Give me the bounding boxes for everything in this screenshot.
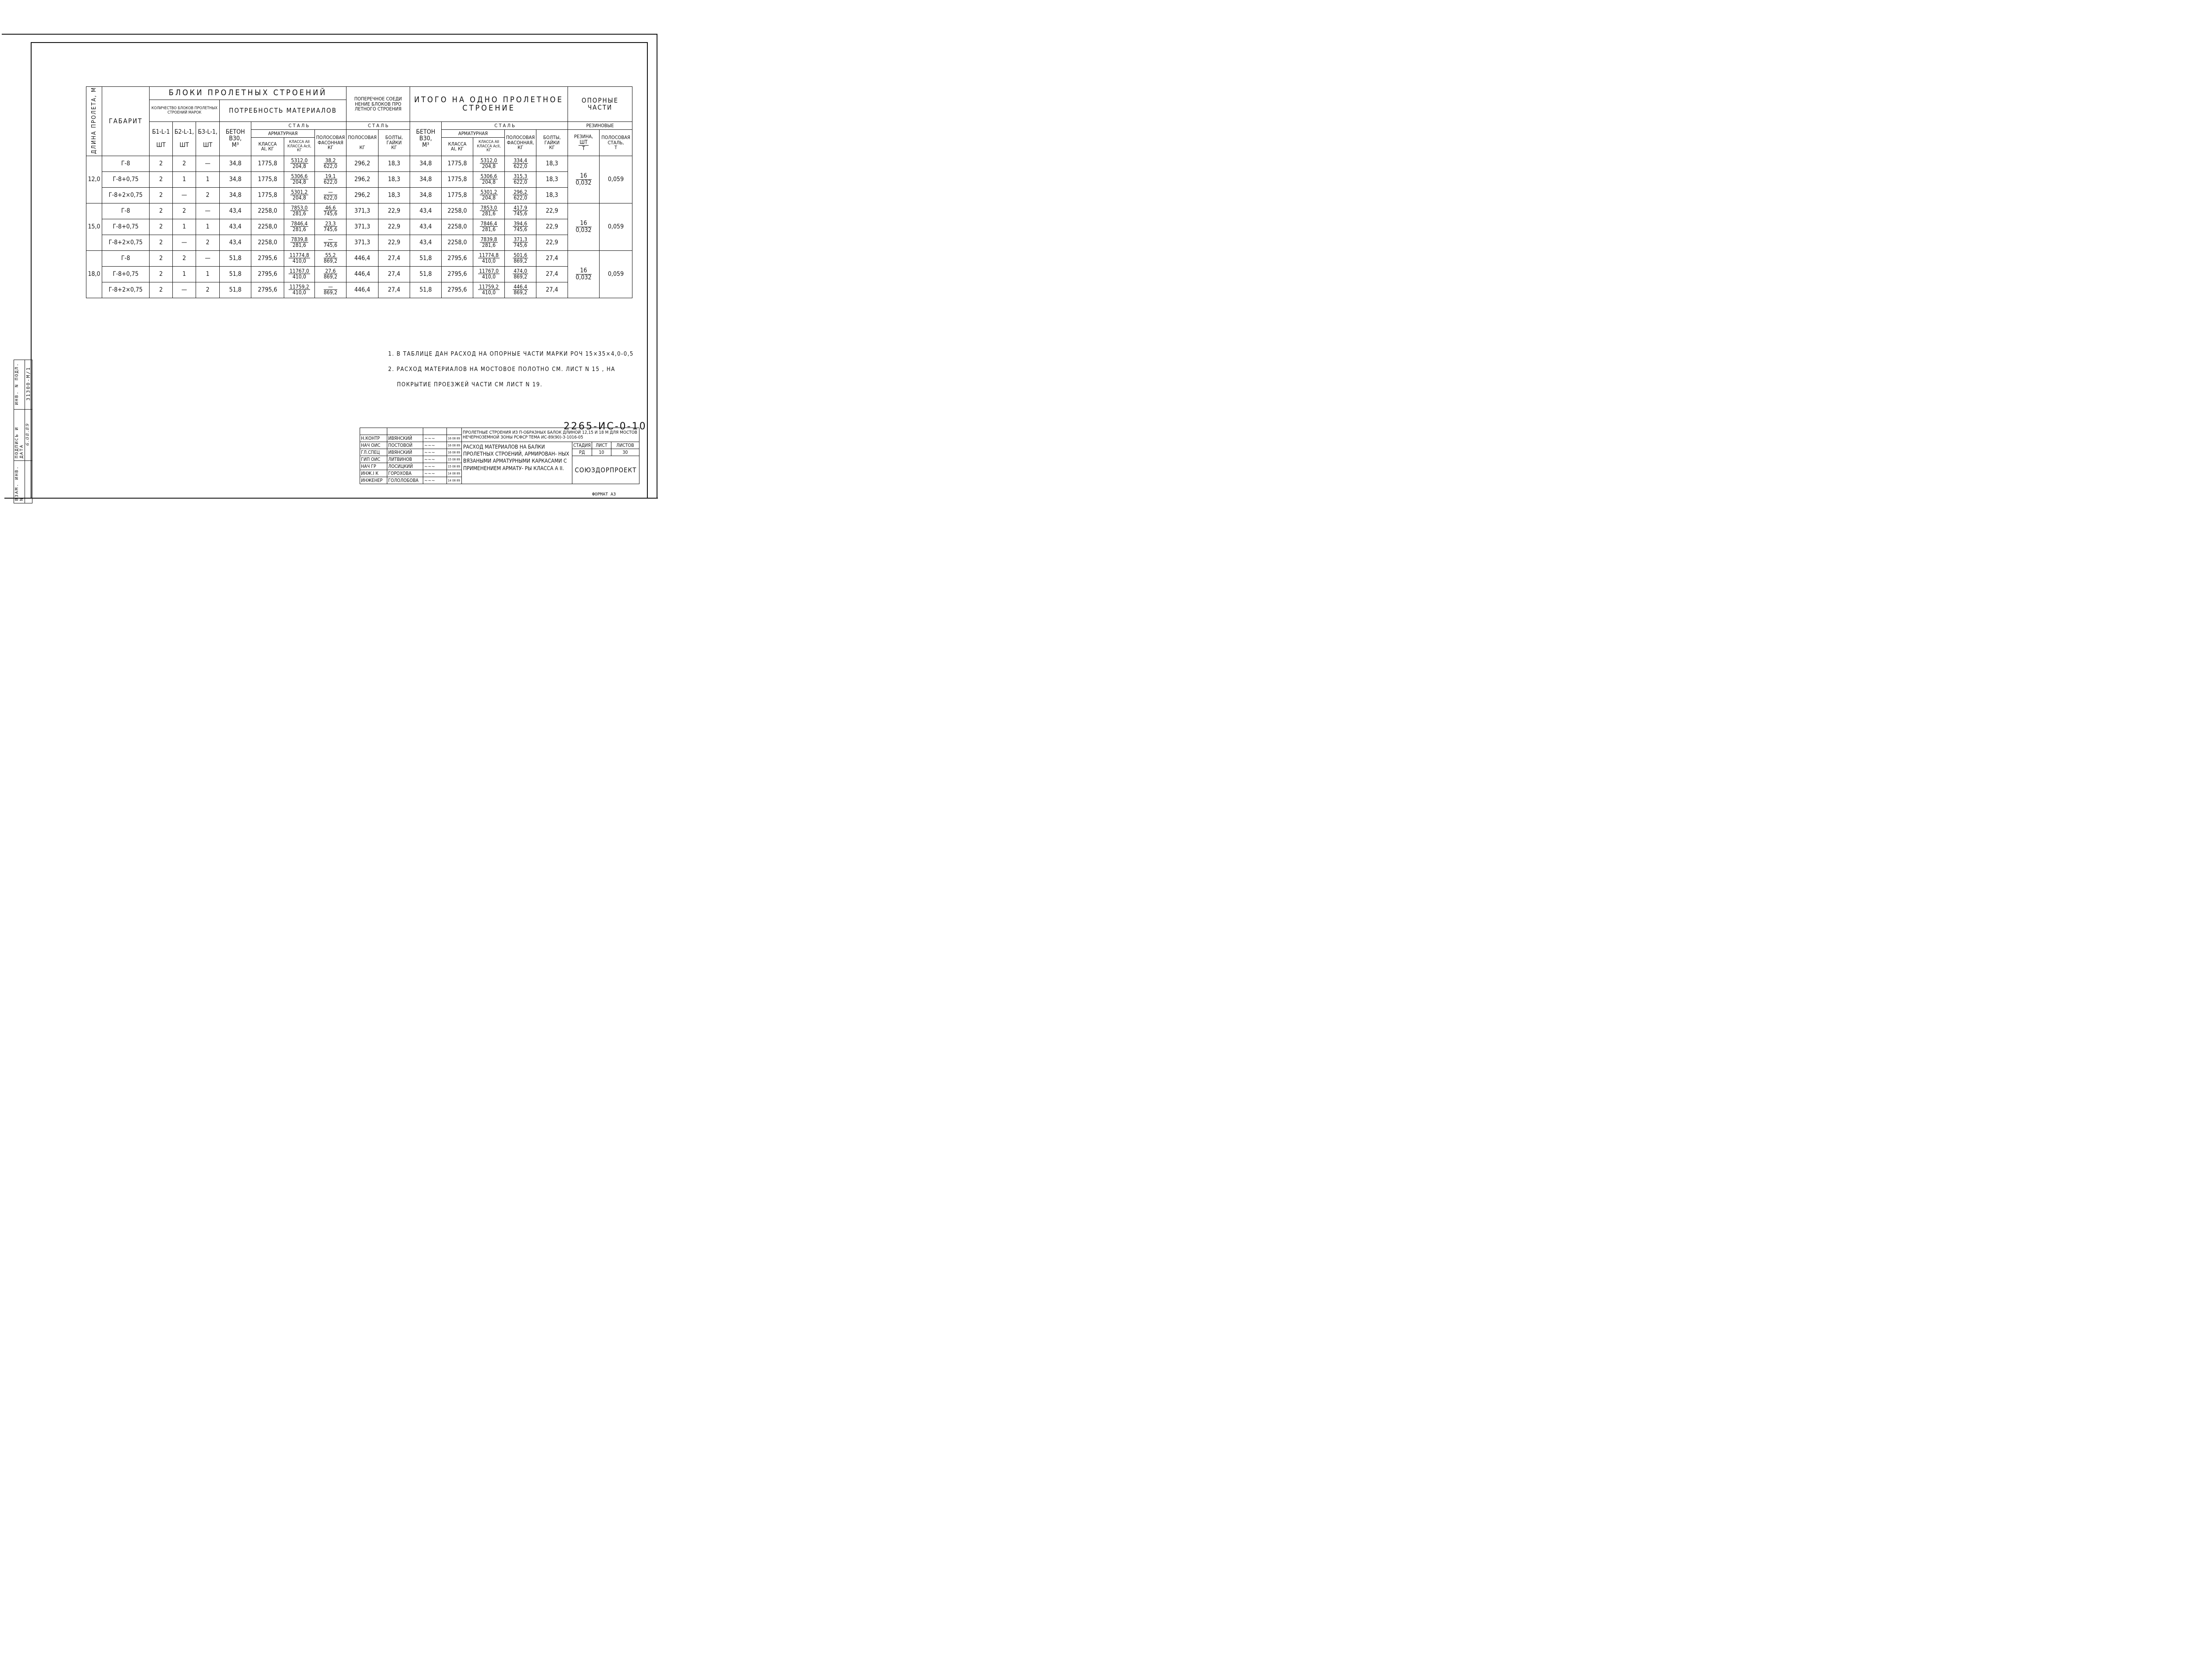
qty-header: КОЛИЧЕСТВО БЛОКОВ ПРОЛЕТНЫХ СТРОЕНИЙ МАРОК (150, 100, 220, 122)
b3-header: Б3-L-1, ШТ (196, 122, 220, 156)
table-row (86, 235, 632, 250)
rebar-ai-cell: 2258,0 (251, 235, 284, 250)
total-bolts-header: БОЛТЫ, ГАЙКИ КГ (536, 129, 568, 156)
table-row (86, 282, 632, 298)
cross-bolts-cell: 18,3 (379, 187, 410, 203)
gabarit-cell: Г-8+2×0,75 (102, 282, 150, 298)
total-concrete-cell: 43,4 (410, 219, 442, 235)
b2-qty-cell: 2 (173, 250, 196, 266)
stamp-name: ГОРОХОВА (387, 470, 423, 477)
document-code: 2265-ИС-0-10 (564, 421, 647, 432)
total-rebar-ai-cell: 1775,8 (442, 187, 473, 203)
total-shaped-steel-cell: $\frac{334,4}{622,0}$ (505, 156, 536, 171)
stamp-name: ЛОСИЦКИЙ (387, 463, 423, 470)
total-rebar-ai-cell: 2795,6 (442, 266, 473, 282)
cross-bolts-cell: 22,9 (379, 219, 410, 235)
rebar-aiii-cell: $\frac{5306,6}{204,8}$ (284, 171, 315, 187)
gabarit-cell: Г-8+0,75 (102, 266, 150, 282)
shaped-steel-cell: $\frac{46,6}{745,6}$ (315, 203, 346, 219)
gabarit-header: ГАБАРИТ (102, 87, 150, 156)
bearing-steel-cell: 0,059 (600, 203, 632, 250)
stamp-date: 16 08 89 (447, 435, 462, 442)
cross-bolts-cell: 22,9 (379, 235, 410, 250)
stamp-signature: ~~~ (423, 449, 447, 456)
span-length-cell: 15,0 (86, 203, 102, 250)
rubber-bearing-cell: $\frac{16}{0,032}$ (568, 156, 600, 203)
class-ai-header: КЛАССА АI, КГ (251, 137, 284, 156)
shaped-steel-cell: $\frac{38,2}{622,0}$ (315, 156, 346, 171)
total-rebar-aiii-cell: $\frac{7846,4}{281,6}$ (473, 219, 505, 235)
frame-top (31, 42, 647, 43)
cross-bolts-cell: 27,4 (379, 282, 410, 298)
gabarit-cell: Г-8 (102, 156, 150, 171)
table-row (86, 171, 632, 187)
rebar-aiii-cell: $\frac{11774,8}{410,0}$ (284, 250, 315, 266)
stamp-date: 16 08 89 (447, 442, 462, 449)
total-concrete-cell: 34,8 (410, 171, 442, 187)
total-concrete-cell: 51,8 (410, 266, 442, 282)
rebar-aiii-cell: $\frac{7839,8}{281,6}$ (284, 235, 315, 250)
b3-qty-cell: 2 (196, 187, 220, 203)
cross-steel-header: С Т А Л Ь (346, 122, 410, 130)
cross-bolts-cell: 27,4 (379, 250, 410, 266)
cross-bolts-cell: 18,3 (379, 156, 410, 171)
concrete-cell: 43,4 (220, 219, 251, 235)
stamp-role: НАЧ ГР (360, 463, 387, 470)
b3-qty-cell: 1 (196, 171, 220, 187)
class-aiii-header: КЛАССА АII КЛАССА АсII, КГ (284, 137, 315, 156)
strip-shaped-header: ПОЛОСОВАЯ ФАСОННАЯ КГ (315, 129, 346, 156)
total-bolts-cell: 22,9 (536, 235, 568, 250)
b1-qty-cell: 2 (150, 171, 173, 187)
gabarit-cell: Г-8+2×0,75 (102, 235, 150, 250)
b2-qty-cell: 2 (173, 156, 196, 171)
cross-strip-cell: 371,3 (346, 235, 379, 250)
stamp-signature: ~~~ (423, 477, 447, 484)
stamp-role: НАЧ ОИС (360, 442, 387, 449)
side-inv-value-cell: 31300-М/1 (25, 360, 32, 410)
note-2: 2. РАСХОД МАТЕРИАЛОВ НА МОСТОВОЕ ПОЛОТНО СМ. ЛИСТ N 15 , НА (388, 366, 615, 373)
top-sheet-line (2, 34, 657, 35)
total-rebar-ai-cell: 2258,0 (442, 203, 473, 219)
rebar-ai-cell: 2795,6 (251, 282, 284, 298)
cross-strip-header: ПОЛОСОВАЯ КГ (346, 129, 379, 156)
rebar-ai-cell: 2258,0 (251, 219, 284, 235)
concrete-cell: 51,8 (220, 282, 251, 298)
total-bolts-cell: 18,3 (536, 187, 568, 203)
rebar-ai-cell: 1775,8 (251, 156, 284, 171)
gabarit-cell: Г-8+2×0,75 (102, 187, 150, 203)
table-row (86, 187, 632, 203)
span-length-header: ДЛИНА ПРОЛЕТА, М (86, 87, 102, 156)
materials-table (86, 86, 632, 298)
concrete-cell: 34,8 (220, 156, 251, 171)
sheets-value: 30 (611, 449, 639, 456)
total-rebar-aiii-cell: $\frac{11774,8}{410,0}$ (473, 250, 505, 266)
total-bolts-cell: 27,4 (536, 250, 568, 266)
rebar-ai-cell: 1775,8 (251, 187, 284, 203)
side-vzam-label-cell: ВЗАМ. ИНВ. N (14, 461, 25, 503)
b1-qty-cell: 2 (150, 235, 173, 250)
total-rebar-ai-cell: 2795,6 (442, 282, 473, 298)
b3-qty-cell: 2 (196, 235, 220, 250)
total-rebar-header: АРМАТУРНАЯ (442, 129, 505, 137)
b1-qty-cell: 2 (150, 282, 173, 298)
stamp-name: ГОЛОЛОБОВА (387, 477, 423, 484)
b1-qty-cell: 2 (150, 203, 173, 219)
total-rebar-aiii-cell: $\frac{5306,6}{204,8}$ (473, 171, 505, 187)
shaped-steel-cell: $\frac{—}{745,6}$ (315, 235, 346, 250)
b3-qty-cell: — (196, 156, 220, 171)
shaped-steel-cell: $\frac{—}{622,0}$ (315, 187, 346, 203)
rebar-aiii-cell: $\frac{7853,0}{281,6}$ (284, 203, 315, 219)
bearing-header: ОПОРНЫЕ ЧАСТИ (568, 87, 632, 122)
total-header: ИТОГО НА ОДНО ПРОЛЕТНОЕ СТРОЕНИЕ (410, 87, 568, 122)
total-bolts-cell: 22,9 (536, 203, 568, 219)
stamp-signature: ~~~ (423, 456, 447, 463)
cross-bolts-cell: 18,3 (379, 171, 410, 187)
b3-qty-cell: — (196, 203, 220, 219)
total-rebar-aiii-cell: $\frac{5312,0}{204,8}$ (473, 156, 505, 171)
sheet-title: РАСХОД МАТЕРИАЛОВ НА БАЛКИ ПРОЛЕТНЫХ СТРОЕНИЙ, АРМИРОВАН- НЫХ ВЯЗАНЫМИ АРМАТУРНЫМИ КАРКАСАМИ С ПРИМЕНЕНИЕМ АРМАТУ- РЫ КЛАССА А II. (462, 442, 572, 484)
stamp-date: 15 08 89 (447, 456, 462, 463)
b3-qty-cell: — (196, 250, 220, 266)
stage-label: СТАДИЯ (572, 442, 592, 449)
table-row (86, 219, 632, 235)
rebar-aiii-cell: $\frac{7846,4}{281,6}$ (284, 219, 315, 235)
note-3: ПОКРЫТИЕ ПРОЕЗЖЕЙ ЧАСТИ СМ ЛИСТ N 19. (397, 382, 543, 388)
side-sign-label-cell: ПОДПИСЬ И ДАТА (14, 410, 25, 461)
table-row (86, 266, 632, 282)
total-class-aiii-header: КЛАССА АII КЛАССА АсII, КГ (473, 137, 505, 156)
total-bolts-cell: 22,9 (536, 219, 568, 235)
total-steel-header: С Т А Л Ь (442, 122, 568, 130)
b3-qty-cell: 1 (196, 219, 220, 235)
format-label: ФОРМАТ А3 (592, 492, 616, 497)
b1-qty-cell: 2 (150, 266, 173, 282)
cross-strip-cell: 296,2 (346, 187, 379, 203)
total-shaped-steel-cell: $\frac{371,3}{745,6}$ (505, 235, 536, 250)
concrete-cell: 51,8 (220, 266, 251, 282)
total-concrete-cell: 43,4 (410, 235, 442, 250)
rebar-aiii-cell: $\frac{5312,0}{204,8}$ (284, 156, 315, 171)
cross-bolts-header: БОЛТЫ, ГАЙКИ КГ (379, 129, 410, 156)
total-rebar-aiii-cell: $\frac{11767,0}{410,0}$ (473, 266, 505, 282)
table-row (86, 156, 632, 171)
stamp-role: Н.КОНТР (360, 435, 387, 442)
sheets-label: ЛИСТОВ (611, 442, 639, 449)
side-sign-value-cell: 6.08.89 (25, 410, 32, 461)
rubber-bearing-cell: $\frac{16}{0,032}$ (568, 250, 600, 298)
stamp-date: 16 08 89 (447, 449, 462, 456)
frame-right (647, 42, 648, 498)
stamp-name: ИВЯНСКИЙ (387, 449, 423, 456)
total-bolts-cell: 18,3 (536, 171, 568, 187)
table-row (86, 250, 632, 266)
rebar-ai-cell: 2258,0 (251, 203, 284, 219)
b2-qty-cell: 1 (173, 219, 196, 235)
total-rebar-aiii-cell: $\frac{5301,2}{204,8}$ (473, 187, 505, 203)
total-concrete-header: БЕТОН В30, М³ (410, 122, 442, 156)
gabarit-cell: Г-8+0,75 (102, 219, 150, 235)
project-title: ПРОЛЕТНЫЕ СТРОЕНИЯ ИЗ П-ОБРАЗНЫХ БАЛОК ДЛИНОЙ 12,15 И 18 М ДЛЯ МОСТОВ НЕЧЕРНОЗЕМНОЙ ЗОНЫ РСФСР ТЕМА ИС-89(90)-3-1016-05 (462, 428, 639, 442)
need-header: ПОТРЕБНОСТЬ МАТЕРИАЛОВ (220, 100, 346, 122)
total-concrete-cell: 43,4 (410, 203, 442, 219)
stamp-date: 14 08 89 (447, 470, 462, 477)
stage-value: РД (572, 449, 592, 456)
b1-qty-cell: 2 (150, 156, 173, 171)
rebar-ai-cell: 1775,8 (251, 171, 284, 187)
span-length-cell: 18,0 (86, 250, 102, 298)
total-concrete-cell: 34,8 (410, 156, 442, 171)
total-concrete-cell: 51,8 (410, 282, 442, 298)
total-rebar-ai-cell: 2795,6 (442, 250, 473, 266)
sheet-value: 10 (592, 449, 611, 456)
stamp-role: ГЛ.СПЕЦ (360, 449, 387, 456)
total-rebar-aiii-cell: $\frac{11759,2}{410,0}$ (473, 282, 505, 298)
total-class-ai-header: КЛАССА АI, КГ (442, 137, 473, 156)
rubber-bearing-cell: $\frac{16}{0,032}$ (568, 203, 600, 250)
total-shaped-steel-cell: $\frac{474,0}{869,2}$ (505, 266, 536, 282)
gabarit-cell: Г-8+0,75 (102, 171, 150, 187)
strip-steel-header: ПОЛОСОВАЯ СТАЛЬ, Т (600, 129, 632, 156)
bottom-sheet-line (4, 498, 658, 499)
cross-strip-cell: 446,4 (346, 282, 379, 298)
shaped-steel-cell: $\frac{27,6}{869,2}$ (315, 266, 346, 282)
cross-strip-cell: 296,2 (346, 156, 379, 171)
total-rebar-ai-cell: 1775,8 (442, 156, 473, 171)
rebar-ai-cell: 2795,6 (251, 250, 284, 266)
cross-strip-cell: 296,2 (346, 171, 379, 187)
cross-bolts-cell: 22,9 (379, 203, 410, 219)
stamp-signature: ~~~ (423, 442, 447, 449)
b1-qty-cell: 2 (150, 187, 173, 203)
b2-qty-cell: — (173, 187, 196, 203)
concrete-header: БЕТОН В30, М³ (220, 122, 251, 156)
rebar-header: АРМАТУРНАЯ (251, 129, 315, 137)
cross-strip-cell: 446,4 (346, 250, 379, 266)
total-concrete-cell: 51,8 (410, 250, 442, 266)
concrete-cell: 43,4 (220, 235, 251, 250)
concrete-cell: 34,8 (220, 187, 251, 203)
total-rebar-ai-cell: 2258,0 (442, 235, 473, 250)
shaped-steel-cell: $\frac{19,1}{622,0}$ (315, 171, 346, 187)
total-shaped-steel-cell: $\frac{296,2}{622,0}$ (505, 187, 536, 203)
total-bolts-cell: 18,3 (536, 156, 568, 171)
total-bolts-cell: 27,4 (536, 266, 568, 282)
b1-header: Б1-L-1 ШТ (150, 122, 173, 156)
total-concrete-cell: 34,8 (410, 187, 442, 203)
total-rebar-ai-cell: 2258,0 (442, 219, 473, 235)
stamp-role: ИНЖ.I К (360, 470, 387, 477)
rebar-aiii-cell: $\frac{11767,0}{410,0}$ (284, 266, 315, 282)
b2-header: Б2-L-1, ШТ (173, 122, 196, 156)
title-block (360, 428, 639, 484)
total-shaped-steel-cell: $\frac{315,3}{622,0}$ (505, 171, 536, 187)
note-1: 1. В ТАБЛИЦЕ ДАН РАСХОД НА ОПОРНЫЕ ЧАСТИ МАРКИ РОЧ 15×35×4,0-0,5 (388, 351, 634, 357)
sheet-label: ЛИСТ (592, 442, 611, 449)
gabarit-cell: Г-8 (102, 203, 150, 219)
rubber-header: РЕЗИНОВЫЕ (568, 122, 632, 130)
rebar-aiii-cell: $\frac{5301,2}{204,8}$ (284, 187, 315, 203)
total-rebar-ai-cell: 1775,8 (442, 171, 473, 187)
shaped-steel-cell: $\frac{55,2}{869,2}$ (315, 250, 346, 266)
rebar-aiii-cell: $\frac{11759,2}{410,0}$ (284, 282, 315, 298)
stamp-date: 15 08 89 (447, 463, 462, 470)
b2-qty-cell: 1 (173, 171, 196, 187)
b3-qty-cell: 1 (196, 266, 220, 282)
stamp-name: ЛИТВИНОВ (387, 456, 423, 463)
organization: СОЮЗДОРПРОЕКТ (572, 456, 639, 484)
concrete-cell: 43,4 (220, 203, 251, 219)
rebar-ai-cell: 2795,6 (251, 266, 284, 282)
stamp-signature: ~~~ (423, 435, 447, 442)
table-row (86, 203, 632, 219)
b1-qty-cell: 2 (150, 219, 173, 235)
span-length-cell: 12,0 (86, 156, 102, 203)
total-strip-header: ПОЛОСОВАЯ ФАСОННАЯ, КГ (505, 129, 536, 156)
stamp-role: ГИП ОИС (360, 456, 387, 463)
stamp-date: 14 08 89 (447, 477, 462, 484)
cross-strip-cell: 371,3 (346, 203, 379, 219)
stamp-signature: ~~~ (423, 463, 447, 470)
gabarit-cell: Г-8 (102, 250, 150, 266)
stamp-role: ИНЖЕНЕР (360, 477, 387, 484)
bearing-steel-cell: 0,059 (600, 156, 632, 203)
concrete-cell: 34,8 (220, 171, 251, 187)
stamp-signature: ~~~ (423, 470, 447, 477)
b2-qty-cell: — (173, 235, 196, 250)
side-stamp (14, 360, 32, 503)
side-inv-label-cell: ИНВ. N ПОДЛ. (14, 360, 25, 410)
blocks-header: БЛОКИ ПРОЛЕТНЫХ СТРОЕНИЙ (150, 87, 346, 100)
total-shaped-steel-cell: $\frac{501,6}{869,2}$ (505, 250, 536, 266)
total-bolts-cell: 27,4 (536, 282, 568, 298)
total-shaped-steel-cell: $\frac{417,9}{745,6}$ (505, 203, 536, 219)
steel-header: С Т А Л Ь (251, 122, 346, 130)
cross-strip-cell: 446,4 (346, 266, 379, 282)
shaped-steel-cell: $\frac{23,3}{745,6}$ (315, 219, 346, 235)
side-vzam-value-cell (25, 461, 32, 503)
cross-strip-cell: 371,3 (346, 219, 379, 235)
b2-qty-cell: 2 (173, 203, 196, 219)
total-rebar-aiii-cell: $\frac{7853,0}{281,6}$ (473, 203, 505, 219)
rubber-col-header: РЕЗИНА, $\frac{ШТ}{Т}$ (568, 129, 600, 156)
b1-qty-cell: 2 (150, 250, 173, 266)
bearing-steel-cell: 0,059 (600, 250, 632, 298)
stamp-name: ИВЯНСКИЙ (387, 435, 423, 442)
cross-bolts-cell: 27,4 (379, 266, 410, 282)
concrete-cell: 51,8 (220, 250, 251, 266)
b2-qty-cell: — (173, 282, 196, 298)
b3-qty-cell: 2 (196, 282, 220, 298)
total-shaped-steel-cell: $\frac{446,4}{869,2}$ (505, 282, 536, 298)
cross-connection-header: ПОПЕРЕЧНОЕ СОЕДИ НЕНИЕ БЛОКОВ ПРО ЛЕТНОГО СТРОЕНИЯ (346, 87, 410, 122)
stamp-name: ПОСТОВОЙ (387, 442, 423, 449)
b2-qty-cell: 1 (173, 266, 196, 282)
total-rebar-aiii-cell: $\frac{7839,8}{281,6}$ (473, 235, 505, 250)
shaped-steel-cell: $\frac{—}{869,2}$ (315, 282, 346, 298)
total-shaped-steel-cell: $\frac{394,6}{745,6}$ (505, 219, 536, 235)
